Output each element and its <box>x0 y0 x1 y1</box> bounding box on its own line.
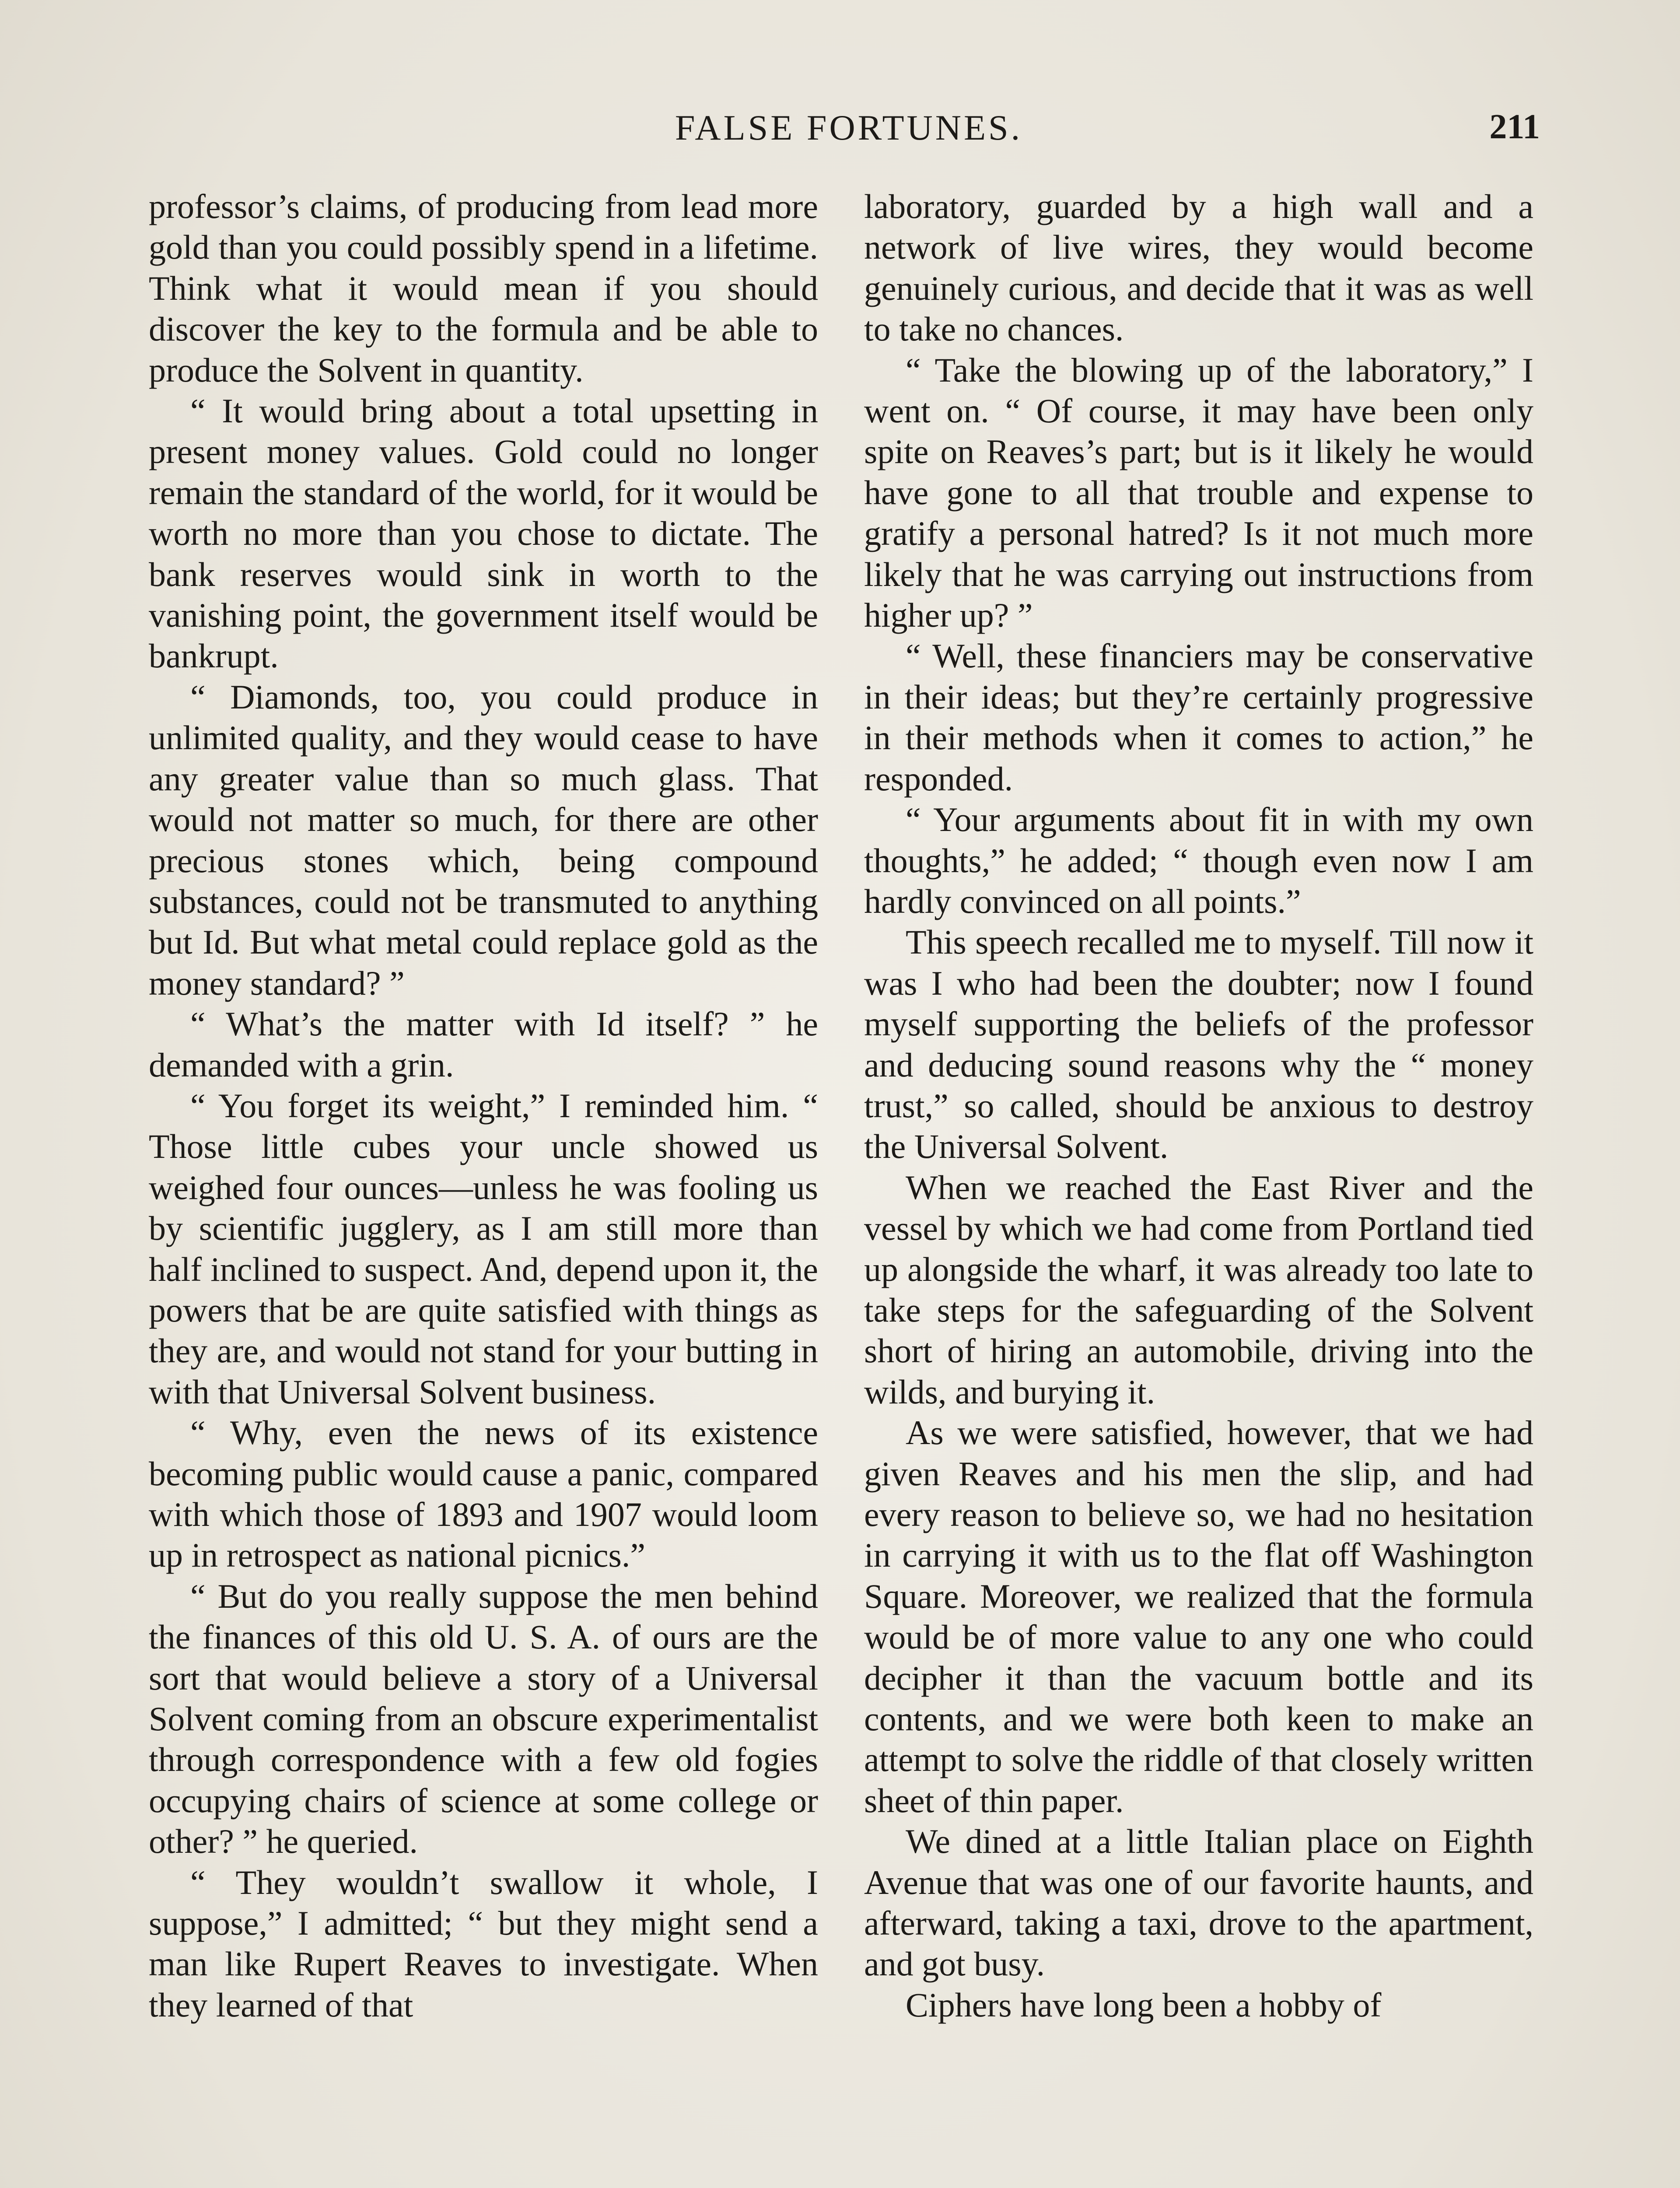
paragraph: Ciphers have long been a hobby of <box>906 1985 1382 2024</box>
paragraph: When we reached the East River and the vessel by which we had come from Portland tied up alongside the wharf, it was already too late to take steps for the safeguarding of the Solvent short of hiring an automobile, driving into the wilds, and burying it. <box>864 1168 1533 1411</box>
running-title: FALSE FORTUNES. <box>675 108 1023 147</box>
paragraph: “ What’s the matter with Id itself? ” he demanded with a grin. <box>149 1005 818 1084</box>
paragraph: “ Well, these financiers may be conservative in their ideas; but they’re certainly progressive in their methods when it comes to action,” he responded. <box>864 637 1533 798</box>
paragraph: “ They wouldn’t swallow it whole, I suppose,” I admitted; “ but they might send a man like Rupert Reaves to investigate. When they learned of that <box>149 1863 818 2024</box>
page-number: 211 <box>1489 108 1540 146</box>
paragraph: “ Your arguments about fit in with my own thoughts,” he added; “ though even now I am hardly convinced on all points.” <box>864 800 1533 920</box>
paragraph: As we were satisfied, however, that we had given Reaves and his men the slip, and had every reason to believe so, we had no hesitation in carrying it with us to the flat off Washington Square. Moreover, we realized that the formula would be of more value to any one who could decipher it than the vacuum bottle and its contents, and we were both keen to make an attempt to solve the riddle of that closely written sheet of thin paper. <box>864 1413 1533 1820</box>
left-column <box>149 186 818 2025</box>
paragraph: “ Take the blowing up of the laboratory,” I went on. “ Of course, it may have been only spite on Reaves’s part; but is it likely he would have gone to all that trouble and expense to gratify a personal hatred? Is it not much more likely that he was carrying out instructions from higher up? ” <box>864 351 1533 635</box>
running-head <box>0 107 1680 155</box>
paragraph: “ But do you really suppose the men behind the finances of this old U. S. A. of ours are the sort that would believe a story of a Universal Solvent coming from an obscure experimentalist through correspondence with a few old fogies occupying chairs of science at some college or other? ” he queried. <box>149 1577 818 1861</box>
paragraph: “ Why, even the news of its existence becoming public would cause a panic, compared with which those of 1893 and 1907 would loom up in retrospect as national picnics.” <box>149 1413 818 1574</box>
paragraph: professor’s claims, of producing from lead more gold than you could possibly spend in a lifetime. Think what it would mean if you should discover the key to the formula and be able to produce the Solvent in quantity. <box>149 187 818 389</box>
paragraph: “ It would bring about a total upsetting in present money values. Gold could no longer remain the standard of the world, for it would be worth no more than you chose to dictate. The bank reserves would sink in worth to the vanishing point, the government itself would be bankrupt. <box>149 392 818 675</box>
paragraph: “ You forget its weight,” I reminded him. “ Those little cubes your uncle showed us weighed four ounces—unless he was fooling us by scientific jugglery, as I am still more than half inclined to suspect. And, depend upon it, the powers that be are quite satisfied with things as they are, and would not stand for your butting in with that Universal Solvent business. <box>149 1086 818 1411</box>
right-column <box>864 186 1533 2025</box>
paragraph: “ Diamonds, too, you could produce in unlimited quality, and they would cease to have any greater value than so much glass. That would not matter so much, for there are other precious stones which, being compound substances, could not be transmuted to anything but Id. But what metal could replace gold as the money standard? ” <box>149 677 818 1002</box>
paragraph: laboratory, guarded by a high wall and a network of live wires, they would become genuinely curious, and decide that it was as well to take no chances. <box>864 187 1533 348</box>
paragraph: We dined at a little Italian place on Eighth Avenue that was one of our favorite haunts, and afterward, taking a taxi, drove to the apartment, and got busy. <box>864 1822 1533 1983</box>
paragraph: This speech recalled me to myself. Till now it was I who had been the doubter; now I found myself supporting the beliefs of the professor and deducing sound reasons why the “ money trust,” so called, should be anxious to destroy the Universal Solvent. <box>864 923 1533 1166</box>
